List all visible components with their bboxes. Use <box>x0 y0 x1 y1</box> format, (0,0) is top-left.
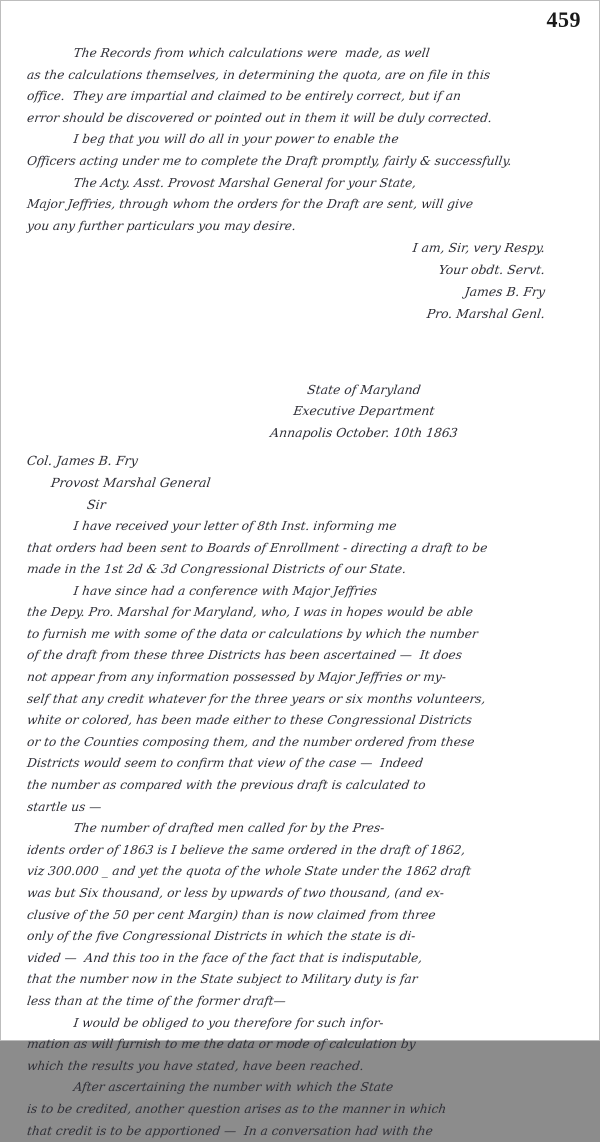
text-line: the number as compared with the previous draft is calculated to <box>26 778 427 793</box>
text-line: white or colored, has been made either to these Congressional Districts <box>26 713 473 728</box>
text-line: made in the 1st 2d & 3d Congressional Districts of our State. <box>26 562 407 577</box>
text-line: which the results you have stated, have been reached. <box>26 1058 365 1073</box>
text-line: I would be obliged to you therefore for such infor- <box>26 1015 385 1030</box>
heading-date: Annapolis October. 10th 1863 <box>269 425 459 441</box>
text-line: The Records from which calculations were made, as well <box>26 46 431 60</box>
text-line: I have received your letter of 8th Inst. informing me <box>26 518 398 533</box>
document-body <box>26 43 581 1138</box>
text-line: I beg that you will do all in your power to enable the <box>26 132 400 147</box>
closing-line: I am, Sir, very Respy. <box>411 240 546 256</box>
addressee-name: Col. James B. Fry <box>26 452 139 468</box>
closing-line: Your obdt. Servt. <box>437 262 546 278</box>
letter-two-heading <box>27 379 581 444</box>
heading-line: Executive Department <box>292 403 436 419</box>
text-line: Districts would seem to confirm that view of the case — Indeed <box>26 756 424 771</box>
text-line: startle us — <box>26 799 103 814</box>
heading-line: State of Maryland <box>306 381 422 397</box>
text-line: Major Jeffries, through whom the orders for the Draft are sent, will give <box>26 197 474 212</box>
text-line: After ascertaining the number with which the State <box>26 1080 395 1095</box>
text-line: I have since had a conference with Major Jeffries <box>26 583 379 598</box>
text-line: less than at the time of the former draft— <box>26 993 287 1008</box>
text-line: clusive of the 50 per cent Margin) than is now claimed from three <box>26 907 437 922</box>
text-line: error should be discovered or pointed out in them it will be duly corrected. <box>26 110 493 125</box>
text-line: is to be credited, another question arises as to the manner in which <box>26 1101 448 1116</box>
text-line: self that any credit whatever for the three years or six months volunteers, <box>26 691 487 706</box>
text-line: Officers acting under me to complete the Draft promptly, fairly & successfully. <box>26 153 513 168</box>
spacer <box>27 325 581 379</box>
text-line: that credit is to be apportioned — In a conversation had with the <box>26 1123 434 1138</box>
page-number: 459 <box>546 7 581 32</box>
letter-one-closing <box>27 237 581 324</box>
text-line: or to the Counties composing them, and the number ordered from these <box>26 734 476 749</box>
text-line: not appear from any information possessed by Major Jeffries or my- <box>26 670 447 685</box>
text-line: The Acty. Asst. Provost Marshal General for your State, <box>26 175 418 190</box>
text-line: mation as will furnish to me the data or mode of calculation by <box>26 1037 417 1052</box>
signature: James B. Fry <box>463 283 546 299</box>
addressee-title: Provost Marshal General <box>26 474 212 490</box>
text-line: The number of drafted men called for by the Pres- <box>26 821 386 836</box>
text-line: viz 300.000 _ and yet the quota of the whole State under the 1862 draft <box>26 864 472 879</box>
signature-title: Pro. Marshal Genl. <box>426 305 546 321</box>
letter-two-body <box>27 516 581 1142</box>
text-line: was but Six thousand, or less by upwards of two thousand, (and ex- <box>26 886 445 901</box>
text-line: you any further particulars you may desire. <box>26 218 297 233</box>
text-line: office. They are impartial and claimed to be entirely correct, but if an <box>26 89 462 104</box>
text-line: that orders had been sent to Boards of Enrollment - directing a draft to be <box>26 540 489 555</box>
salutation: Sir <box>26 496 107 512</box>
letter-two-address <box>27 450 581 516</box>
text-line: the Depy. Pro. Marshal for Maryland, who, I was in hopes would be able <box>26 605 474 620</box>
text-line: only of the five Congressional Districts in which the state is di- <box>26 929 417 944</box>
text-line: to furnish me with some of the data or calculations by which the number <box>26 626 479 641</box>
text-line: that the number now in the State subject to Military duty is far <box>26 972 419 987</box>
text-line: as the calculations themselves, in determining the quota, are on file in this <box>26 67 492 82</box>
letter-one-body <box>27 43 581 237</box>
text-line: vided — And this too in the face of the fact that is indisputable, <box>26 950 424 965</box>
text-line: of the draft from these three Districts has been ascertained — It does <box>26 648 463 663</box>
text-line: idents order of 1863 is I believe the same ordered in the draft of 1862, <box>26 842 467 857</box>
